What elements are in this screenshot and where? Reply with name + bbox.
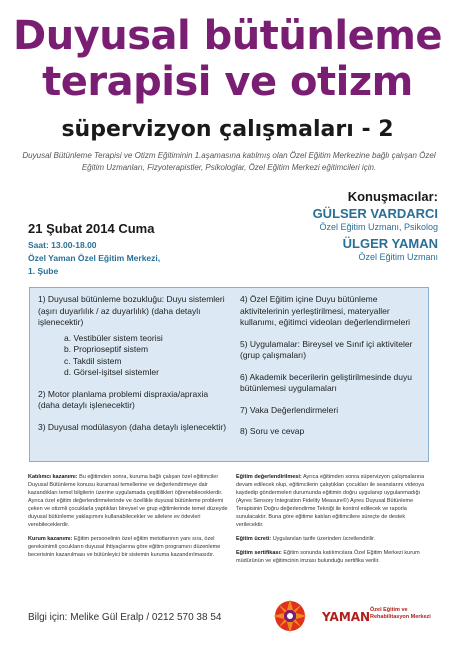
program-item-1: 1) Duyusal bütünleme bozukluğu: Duyu sistemleri (aşırı duyarlılık / az duyarlılık) (daha detaylı işlenecektir)	[38, 294, 225, 327]
intro-text: Duyusal Bütünleme Terapisi ve Otizm Eğitiminin 1.aşamasına katılmış olan Özel Eğitim Merkezine bağlı çalışan Özel Eğitim Uzmanları, Fizyoterapistler, Psikologlar, Özel Eğitim Merkezi eğitimcileri için.	[22, 151, 436, 172]
training-fee-label: Eğitim ücreti:	[236, 536, 272, 542]
speaker-role-1: Özel Eğitim Uzmanı, Psikolog	[319, 222, 438, 232]
participant-gain-text: Bu eğitimden sonra, kuruma bağlı çalışan özel eğitimciler Duyusal Bütünleme konusu kuramsal temellerine ve değerlendirmeye dair kazandıkları temel bilgilerin üzerine uygulamada çeşitlilikleri öğrenebileceklerdir. Ayrıca özel eğitim değerlendirmelerinde ve özellikle duyusal bütünleme problemi çeken ve otizmli çocuklarla yaptıkları bireysel ve grup eğitimlerinde temel düzeyde duyusal bütünleme yaklaşımını kullanabilecekler ve ailelere ev ödevleri verebileceklerdir.	[28, 474, 228, 528]
details-left-column	[28, 473, 233, 565]
program-item-2: 2) Motor planlama problemi dispraxia/apraxia (daha detaylı işlenecektir)	[38, 388, 209, 410]
event-venue-branch: 1. Şube	[28, 266, 59, 276]
participant-gain-label: Katılımcı kazanımı:	[28, 474, 78, 480]
main-title-line2: terapisi ve otizm	[42, 59, 413, 105]
training-fee	[236, 535, 434, 543]
institution-gain-text: Eğitim personelinin özel eğitim metotlarının yanı sıra, özel gereksinimli çocukların duyusal ihtiyaçlarına göre eğitim programını düzenleme becerisinin kazanılması ve bütünleyici bir sistemin kuruma kazandırılmasıdır.	[28, 536, 221, 558]
speakers-heading: Konuşmacılar:	[347, 189, 438, 204]
training-evaluation	[236, 473, 434, 529]
logo-wordmark: YAMAN	[322, 610, 371, 624]
program-subitem-c: c. Takdil sistem	[64, 355, 122, 366]
program-left-column	[38, 294, 230, 443]
program-right-column	[240, 294, 424, 448]
program-item-3: 3) Duyusal modülasyon (daha detaylı işlenecektir)	[38, 421, 227, 432]
details-right-column	[236, 473, 434, 571]
institution-gain	[28, 535, 233, 559]
event-time: Saat: 13.00-18.00	[28, 240, 97, 250]
program-item-8: 8) Soru ve cevap	[240, 426, 305, 436]
training-certificate	[236, 549, 434, 565]
training-evaluation-text: Ayrıca eğitimden sonra süpervizyon çalışmalarına devam edilecek olup, eğitimcilerin çalıştıkları çocukları ile seanslarını videoya kaydedip göndermeleri durumunda eğitimin doğru uygulanıp uygulanmadığı (Ayres Sensory Integration Fidelity Measure©) Ayres Duyusal Bütünleme Terapisinin Doğru değerlendirme Tekniği ile kontrol edilecek ve raporla sunulacaktır. Buna göre eğitime katılan eğitimcilere süreçte de destek verilecektir.	[236, 474, 425, 528]
speaker-name-1: GÜLSER VARDARCI	[312, 206, 438, 221]
speaker-name-2: ÜLGER YAMAN	[342, 236, 438, 251]
main-title-line1: Duyusal bütünleme	[13, 13, 442, 59]
logo-subtitle: Özel Eğitim ve Rehabilitasyon Merkezi	[370, 607, 431, 620]
institution-gain-label: Kurum kazanımı:	[28, 536, 73, 542]
training-certificate-label: Eğitim sertifikası:	[236, 550, 282, 556]
participant-gain	[28, 473, 233, 529]
program-item-6: 6) Akademik becerilerin geliştirilmesinde duyu bütünlemesi uygulamaları	[240, 371, 412, 393]
training-evaluation-label: Eğitim değerlendirilmesi:	[236, 474, 302, 480]
program-subitem-d: d. Görsel-işitsel sistemler	[64, 367, 159, 377]
program-box	[29, 287, 429, 462]
subtitle: süpervizyon çalışmaları - 2	[61, 117, 394, 142]
event-venue: Özel Yaman Özel Eğitim Merkezi,	[28, 253, 161, 263]
program-subitems	[38, 333, 230, 379]
program-subitem-b: b. Proprioseptif sistem	[64, 344, 149, 354]
event-date: 21 Şubat 2014 Cuma	[28, 221, 155, 236]
program-item-4: 4) Özel Eğitim içine Duyu bütünleme aktivitelerinin yerleştirilmesi, materyaller kullanımı, eğitimci videoları değerlendirmeleri	[240, 294, 411, 327]
program-item-7: 7) Vaka Değerlendirmeleri	[240, 404, 339, 415]
program-subitem-a: a. Vestibüler sistem teorisi	[64, 332, 163, 343]
training-certificate-text: Eğitim sonunda katılımcılara Özel Eğitim Merkezi kurum müdürünün ve eğitimcinin imzası bulunduğu sertifika verilir.	[236, 550, 420, 564]
contact-info: Bilgi için: Melike Gül Eralp / 0212 570 38 54	[28, 612, 222, 623]
program-item-5: 5) Uygulamalar: Bireysel ve Sınıf içi aktiviteler (grup çalışmaları)	[240, 338, 413, 360]
training-fee-text: Uygulanılan tarife üzerinden ücretlendirilir.	[272, 536, 376, 542]
speaker-role-2: Özel Eğitim Uzmanı	[358, 252, 438, 262]
